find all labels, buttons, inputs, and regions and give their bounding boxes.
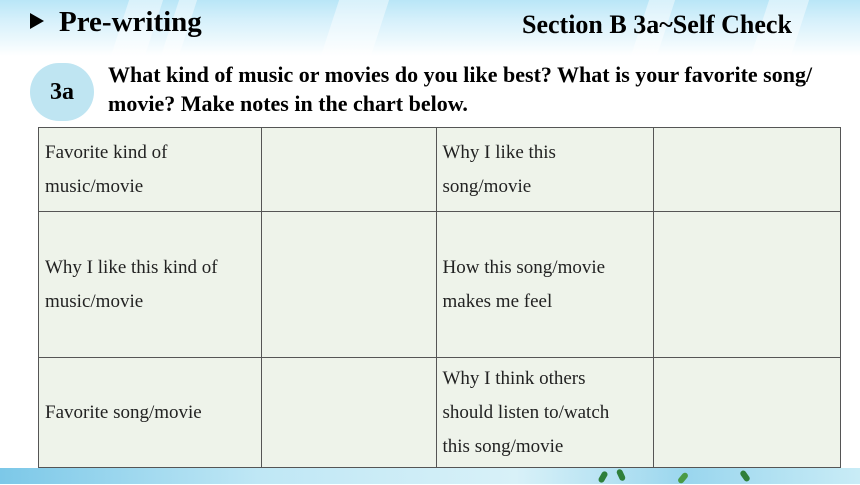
chart-label-cell: Why I think others should listen to/watch this song/movie xyxy=(436,358,654,468)
chart-answer-cell[interactable] xyxy=(261,358,436,468)
notes-chart xyxy=(38,127,841,468)
chart-answer-cell[interactable] xyxy=(654,358,841,468)
leaf-icon xyxy=(677,471,689,484)
chart-label-cell: Favorite song/movie xyxy=(39,358,262,468)
arrow-bullet-icon xyxy=(30,13,44,29)
chart-row xyxy=(39,358,841,468)
header-highlight xyxy=(321,0,389,56)
chart-answer-cell[interactable] xyxy=(261,128,436,212)
chart-row xyxy=(39,212,841,358)
activity-instruction: What kind of music or movies do you like best? What is your favorite song/ movie? Make notes in the chart below. xyxy=(108,62,813,116)
chart-answer-cell[interactable] xyxy=(654,128,841,212)
chart-answer-cell[interactable] xyxy=(654,212,841,358)
chart-label-cell: Why I like this song/movie xyxy=(436,128,654,212)
leaf-icon xyxy=(739,469,751,482)
chart-label-cell: How this song/movie makes me feel xyxy=(436,212,654,358)
chart-row xyxy=(39,128,841,212)
chart-label-cell: Why I like this kind of music/movie xyxy=(39,212,262,358)
leaf-icon xyxy=(616,468,627,481)
section-reference: Section B 3a~Self Check xyxy=(522,10,792,39)
chart-label-cell: Favorite kind of music/movie xyxy=(39,128,262,212)
bottom-decor-band xyxy=(0,468,860,484)
activity-badge: 3a xyxy=(30,63,94,121)
chart-answer-cell[interactable] xyxy=(261,212,436,358)
leaf-icon xyxy=(597,470,608,483)
section-title: Pre-writing xyxy=(59,6,202,38)
